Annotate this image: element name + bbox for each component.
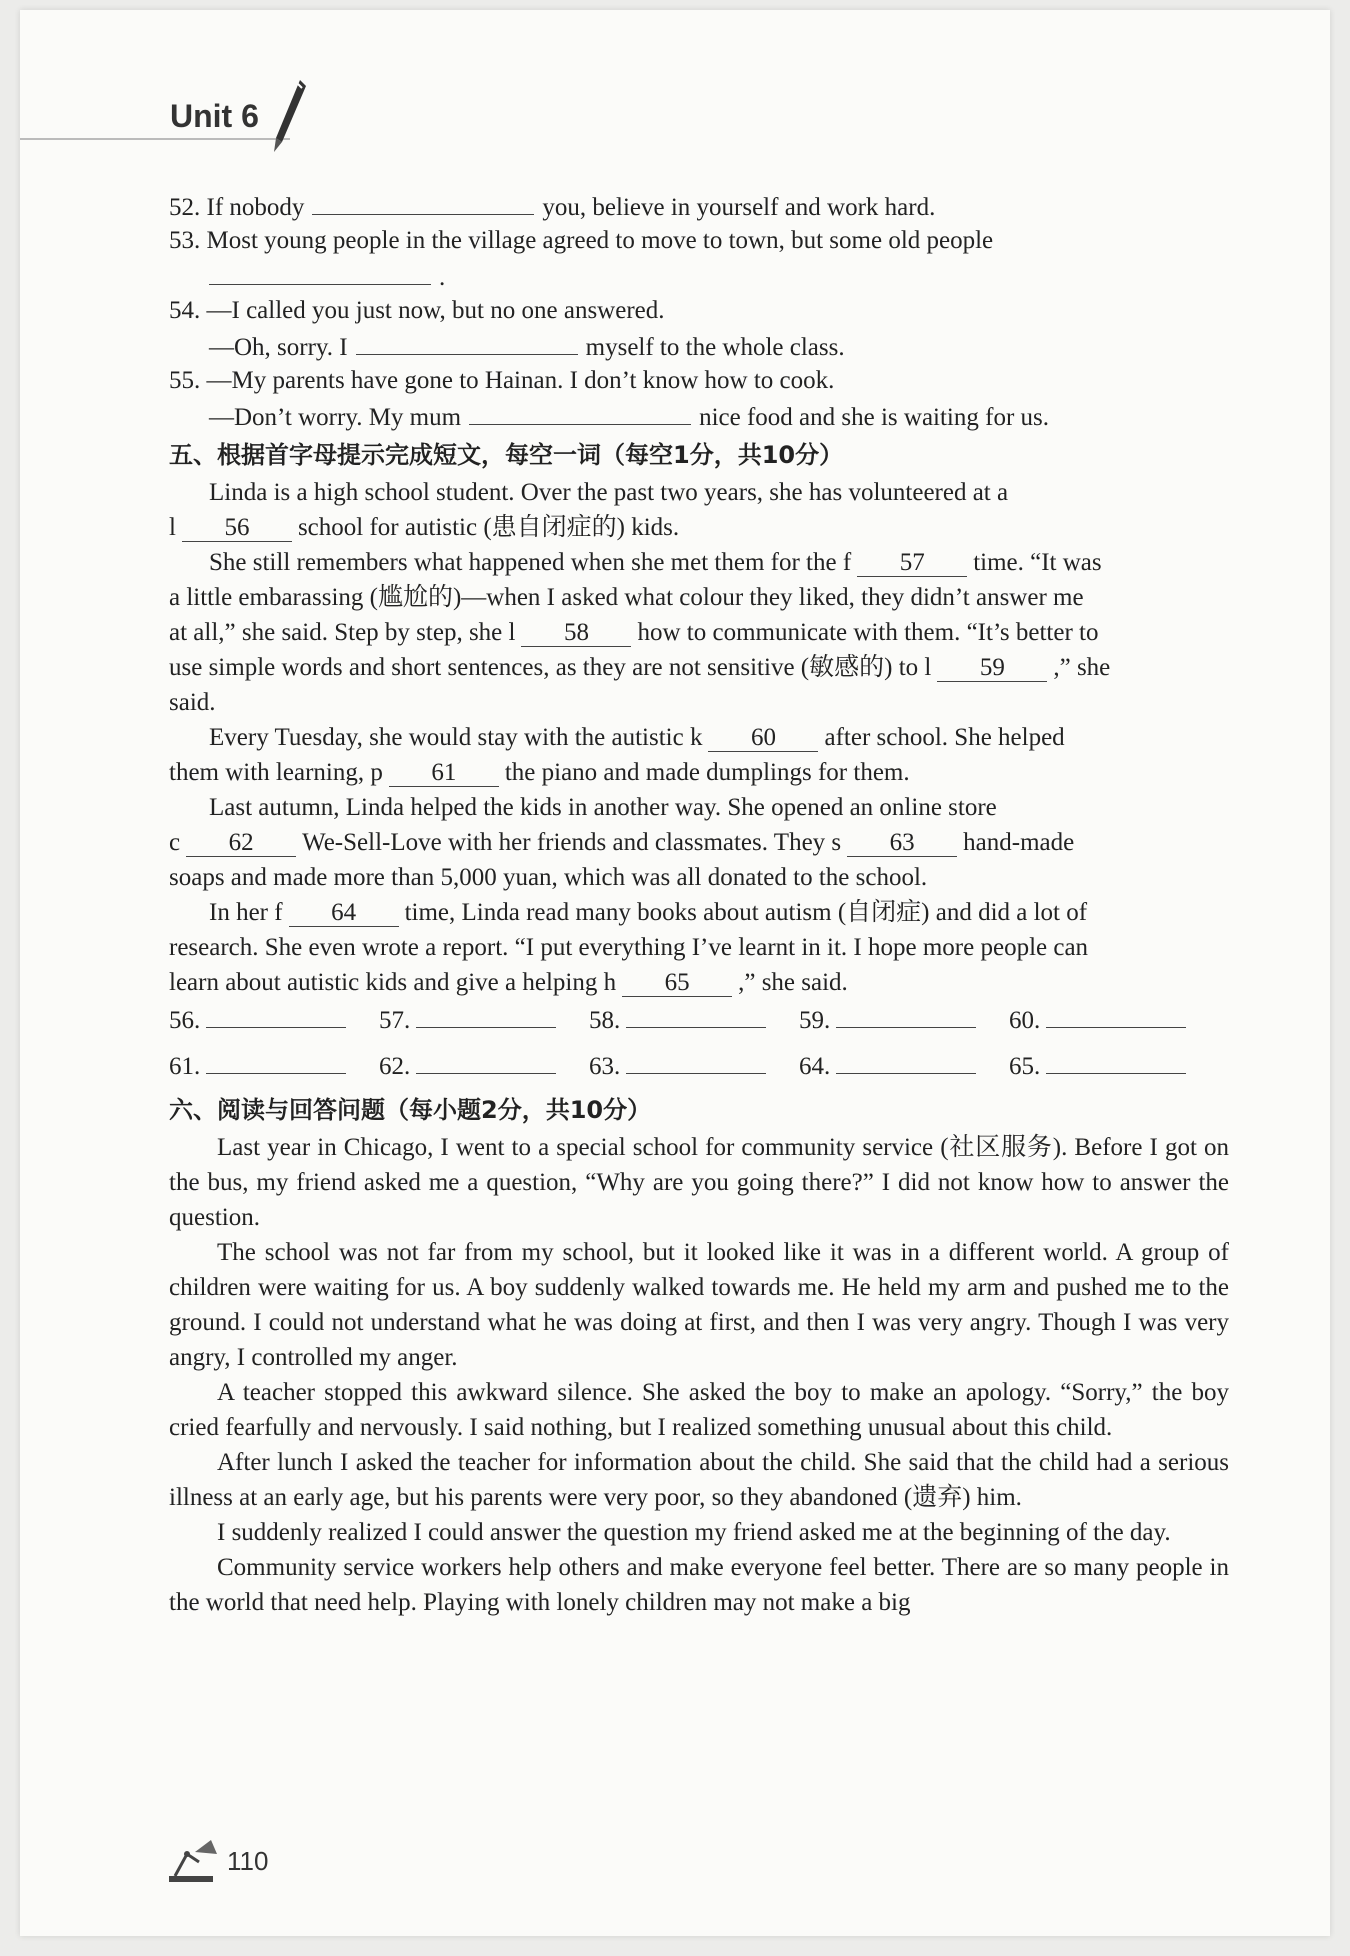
passage-line: soaps and made more than 5,000 yuan, which was all donated to the school. [169,864,928,891]
blank-58[interactable]: 58 [521,620,631,647]
question-55-reply: —Don’t worry. My mum nice food and she is waiting for us. [169,398,1229,433]
passage-line: learn about autistic kids and give a helping h 65 ,” she said. [169,969,848,996]
answer-64[interactable]: 64. [799,1049,1009,1084]
answer-56[interactable]: 56. [169,1003,379,1038]
pen-icon [270,76,310,156]
passage-line: Last autumn, Linda helped the kids in another way. She opened an online store [209,794,997,821]
header-rule [20,138,290,140]
desk-lamp-icon [165,1832,221,1884]
passage-paragraph: Last year in Chicago, I went to a special school for community service (社区服务). Before I got on the bus, my friend asked me a question, “Why are you going there?” I did not know how to answer the question. [169,1134,1229,1231]
passage-line: a little embarassing (尴尬的)—when I asked what colour they liked, they didn’t answer me [169,584,1084,611]
passage-line: them with learning, p 61 the piano and made dumplings for them. [169,759,910,786]
answer-60[interactable]: 60. [1009,1003,1219,1038]
passage-line: Every Tuesday, she would stay with the autistic k 60 after school. She helped [209,724,1065,751]
answer-63[interactable]: 63. [589,1049,799,1084]
passage-line: research. She even wrote a report. “I put everything I’ve learnt in it. I hope more people can [169,934,1089,961]
question-54: 54. —I called you just now, but no one answered. [169,297,665,324]
blank-57[interactable]: 57 [857,550,967,577]
answer-blank[interactable] [469,398,691,425]
blank-60[interactable]: 60 [708,725,818,752]
question-52: 52. If nobody you, believe in yourself and work hard. [169,188,1229,223]
section-5-title: 五、根据首字母提示完成短文，每空一词（每空1分，共10分） [169,441,844,469]
passage-line: use simple words and short sentences, as they are not sensitive (敏感的) to l 59 ,” she [169,654,1111,681]
passage-paragraph: I suddenly realized I could answer the question my friend asked me at the beginning of the day. [217,1519,1171,1546]
unit-title: Unit 6 [170,98,259,134]
answer-row-1 [169,1000,1229,1038]
question-53-continued: . [169,258,1229,293]
passage-line: c 62 We-Sell-Love with her friends and classmates. They s 63 hand-made [169,829,1075,856]
blank-62[interactable]: 62 [186,830,296,857]
page-number: 110 [227,1846,269,1876]
answer-58[interactable]: 58. [589,1003,799,1038]
passage-line: She still remembers what happened when she met them for the f 57 time. “It was [209,549,1102,576]
blank-63[interactable]: 63 [847,830,957,857]
answer-57[interactable]: 57. [379,1003,589,1038]
passage-paragraph: A teacher stopped this awkward silence. She asked the boy to make an apology. “Sorry,” the boy cried fearfully and nervously. I said nothing, but I realized something unusual about this child. [169,1379,1229,1441]
page-footer [165,1832,269,1892]
worksheet-content [169,188,1229,1620]
answer-blank[interactable] [356,328,578,355]
question-54-reply: —Oh, sorry. I myself to the whole class. [169,328,1229,363]
passage-line: l 56 school for autistic (患自闭症的) kids. [169,514,680,541]
answer-62[interactable]: 62. [379,1049,589,1084]
answer-65[interactable]: 65. [1009,1049,1219,1084]
section-6-title: 六、阅读与回答问题（每小题2分，共10分） [169,1096,652,1124]
passage-paragraph: After lunch I asked the teacher for information about the child. She said that the child had a serious illness at an early age, but his parents were very poor, so they abandoned (遗弃) him. [169,1449,1229,1511]
passage-line: Linda is a high school student. Over the past two years, she has volunteered at a [209,479,1009,506]
answer-59[interactable]: 59. [799,1003,1009,1038]
answer-row-2 [169,1038,1229,1084]
answer-61[interactable]: 61. [169,1049,379,1084]
passage-line: at all,” she said. Step by step, she l 58 how to communicate with them. “It’s better to [169,619,1099,646]
blank-59[interactable]: 59 [937,655,1047,682]
passage-paragraph: Community service workers help others and make everyone feel better. There are so many people in the world that need help. Playing with lonely children may not make a big [169,1554,1229,1616]
passage-line: said. [169,689,216,716]
page [20,10,1330,1936]
unit-header [20,76,320,156]
question-55: 55. —My parents have gone to Hainan. I don’t know how to cook. [169,367,835,394]
passage-paragraph: The school was not far from my school, but it looked like it was in a different world. A group of children were waiting for us. A boy suddenly walked towards me. He held my arm and pushed me to the ground. I could not understand what he was doing at first, and then I was very angry. Though I was very angry, I controlled my anger. [169,1239,1229,1371]
passage-line: In her f 64 time, Linda read many books about autism (自闭症) and did a lot of [209,899,1088,926]
blank-61[interactable]: 61 [389,760,499,787]
answer-blank[interactable] [209,258,431,285]
answer-blank[interactable] [312,188,534,215]
blank-64[interactable]: 64 [289,900,399,927]
blank-65[interactable]: 65 [622,970,732,997]
blank-56[interactable]: 56 [182,515,292,542]
question-53: 53. Most young people in the village agreed to move to town, but some old people [169,227,994,254]
